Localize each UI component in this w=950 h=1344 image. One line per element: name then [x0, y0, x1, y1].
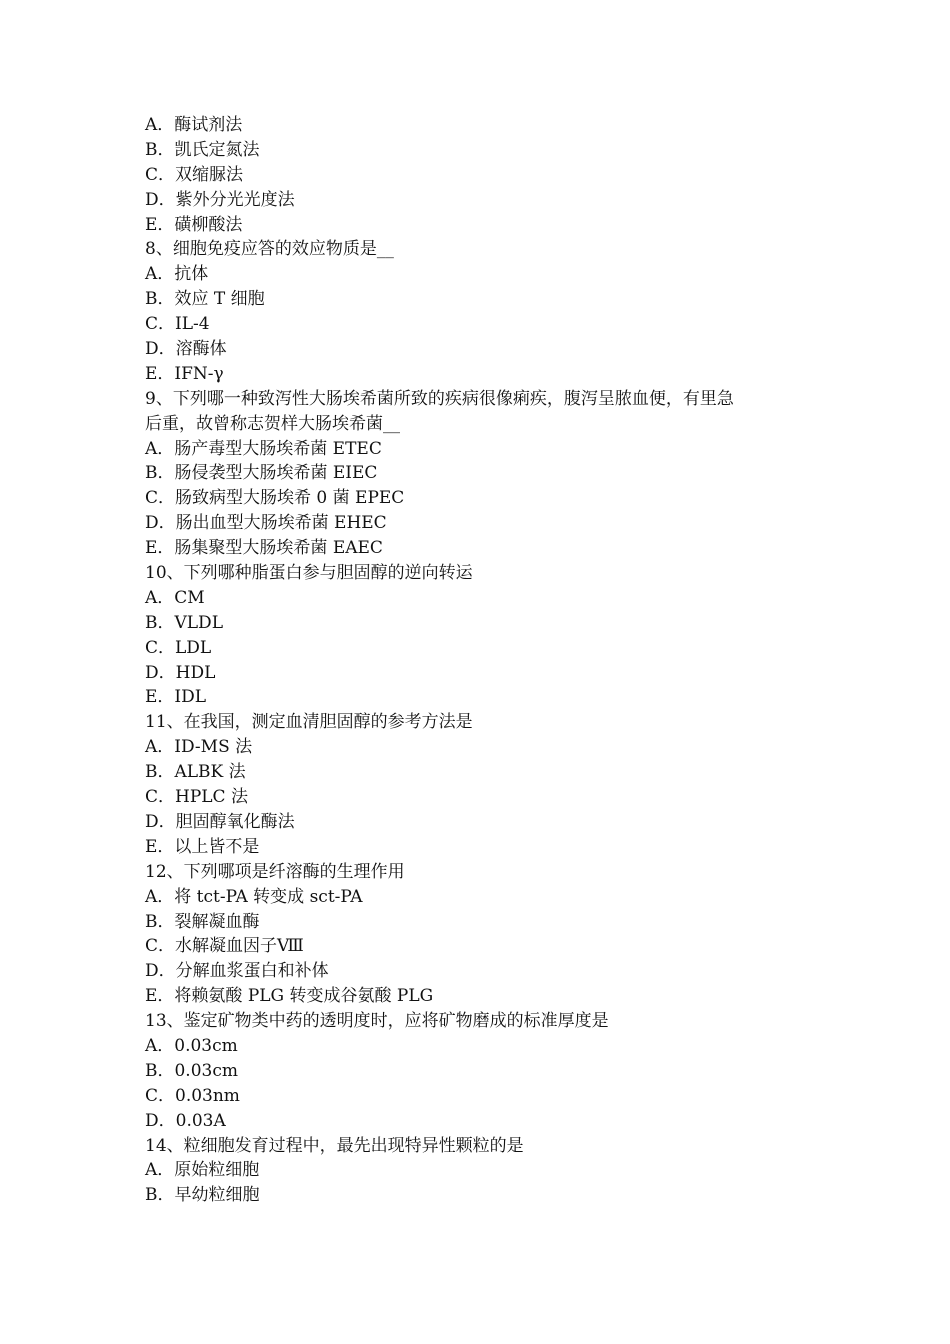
answer-option: D．0.03A	[145, 1110, 226, 1131]
answer-option: E．IFN-γ	[145, 363, 224, 384]
answer-option: C．IL-4	[145, 314, 210, 335]
answer-option: C．LDL	[145, 637, 212, 658]
answer-option: B．0.03cm	[145, 1060, 238, 1081]
answer-option: E．磺柳酸法	[145, 214, 243, 235]
answer-option: B．ALBK 法	[145, 762, 246, 783]
answer-option: A．ID-MS 法	[145, 737, 253, 758]
answer-option: B．裂解凝血酶	[145, 911, 260, 932]
answer-option: E．肠集聚型大肠埃希菌 EAEC	[145, 538, 383, 559]
answer-option: C．HPLC 法	[145, 787, 248, 808]
answer-option: A．CM	[145, 587, 205, 608]
answer-option: B．VLDL	[145, 612, 223, 633]
question-line: 12、下列哪项是纤溶酶的生理作用	[145, 861, 405, 882]
answer-option: E．以上皆不是	[145, 836, 260, 857]
answer-option: D．紫外分光光度法	[145, 189, 295, 210]
answer-option: D．肠出血型大肠埃希菌 EHEC	[145, 513, 387, 534]
question-line: 11、在我国，测定血清胆固醇的参考方法是	[145, 712, 473, 733]
answer-option: A．酶试剂法	[145, 115, 243, 135]
answer-option: B．凯氏定氮法	[145, 139, 260, 160]
answer-option: B．效应 T 细胞	[145, 289, 265, 310]
answer-option: C．双缩脲法	[145, 164, 244, 185]
question-line: 13、鉴定矿物类中药的透明度时，应将矿物磨成的标准厚度是	[145, 1011, 609, 1032]
answer-option: B．肠侵袭型大肠埃希菌 EIEC	[145, 463, 378, 484]
answer-option: C．0.03nm	[145, 1085, 240, 1106]
answer-option: E．IDL	[145, 687, 207, 708]
question-line: 9、下列哪一种致泻性大肠埃希菌所致的疾病很像痢疾，腹泻呈脓血便，有里急	[145, 388, 734, 409]
question-line: 14、粒细胞发育过程中，最先出现特异性颗粒的是	[145, 1135, 524, 1156]
answer-option: A．肠产毒型大肠埃希菌 ETEC	[145, 438, 382, 459]
answer-option: D．HDL	[145, 662, 216, 683]
answer-option: A．将 tct-PA 转变成 sct-PA	[145, 886, 363, 907]
question-line: 8、细胞免疫应答的效应物质是__	[145, 239, 394, 260]
question-list	[145, 113, 825, 1208]
answer-option: A．抗体	[145, 264, 209, 285]
answer-option: D．胆固醇氧化酶法	[145, 811, 295, 832]
answer-option: D．溶酶体	[145, 339, 227, 360]
answer-option: E．将赖氨酸 PLG 转变成谷氨酸 PLG	[145, 986, 434, 1007]
answer-option: D．分解血浆蛋白和补体	[145, 961, 329, 982]
answer-option: C．水解凝血因子Ⅷ	[145, 936, 304, 957]
answer-option: A．0.03cm	[145, 1035, 238, 1056]
answer-option: B．早幼粒细胞	[145, 1185, 260, 1206]
answer-option: A．原始粒细胞	[145, 1160, 260, 1181]
answer-option: C．肠致病型大肠埃希 0 菌 EPEC	[145, 488, 405, 509]
question-line: 后重，故曾称志贺样大肠埃希菌__	[145, 413, 400, 434]
question-line: 10、下列哪种脂蛋白参与胆固醇的逆向转运	[145, 563, 473, 584]
